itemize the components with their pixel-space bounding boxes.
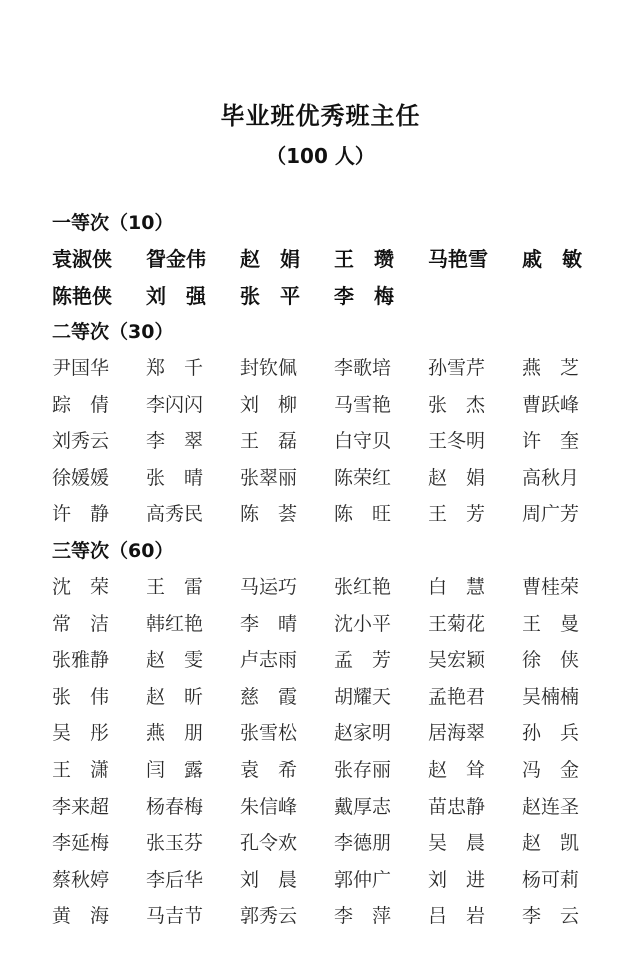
name-entry: 张雪松 bbox=[240, 722, 298, 745]
name-entry: 王冬明 bbox=[428, 430, 486, 453]
name-entry: 杨可莉 bbox=[522, 868, 580, 891]
name-entry: 马运巧 bbox=[240, 576, 298, 598]
name-entry: 李歌培 bbox=[334, 357, 392, 379]
name-entry: 马艳雪 bbox=[428, 247, 488, 271]
name-entry: 赵 昕 bbox=[146, 685, 204, 708]
name-entry: 王菊花 bbox=[428, 612, 486, 635]
name-entry: 许 静 bbox=[52, 503, 110, 526]
name-entry: 韩红艳 bbox=[146, 612, 204, 635]
name-entry: 孟 芳 bbox=[334, 649, 392, 672]
name-entry: 张玉芬 bbox=[146, 832, 204, 855]
name-entry: 闫 露 bbox=[146, 758, 204, 781]
name-entry: 李德朋 bbox=[334, 832, 392, 855]
name-grid bbox=[52, 569, 612, 935]
name-entry: 赵连圣 bbox=[522, 795, 580, 818]
name-entry: 徐 侠 bbox=[522, 649, 580, 672]
name-entry: 赵 娟 bbox=[428, 466, 486, 489]
name-entry: 赵 凯 bbox=[522, 832, 580, 855]
name-entry: 郭秀云 bbox=[240, 905, 298, 928]
name-entry: 常 洁 bbox=[52, 612, 110, 635]
name-entry: 刘 柳 bbox=[240, 393, 298, 416]
name-entry: 王 芳 bbox=[428, 503, 486, 526]
name-entry: 杨春梅 bbox=[146, 795, 204, 818]
name-entry: 孙雪芹 bbox=[428, 357, 486, 379]
section-heading: 二等次（30） bbox=[52, 321, 174, 343]
name-entry: 高秋月 bbox=[522, 466, 580, 489]
name-entry: 袁 希 bbox=[240, 758, 298, 781]
name-entry: 刘 晨 bbox=[240, 868, 298, 891]
name-entry: 居海翠 bbox=[428, 722, 486, 745]
name-entry: 周广芳 bbox=[522, 503, 580, 526]
name-entry: 陈艳侠 bbox=[52, 283, 112, 308]
name-grid bbox=[52, 241, 612, 314]
name-grid bbox=[52, 350, 612, 533]
name-entry: 李 晴 bbox=[240, 612, 298, 635]
name-entry: 刘秀云 bbox=[52, 430, 110, 453]
name-entry: 孙 兵 bbox=[522, 722, 580, 745]
name-entry: 刘 进 bbox=[428, 868, 486, 891]
name-entry: 陈 旺 bbox=[334, 503, 392, 526]
page-subtitle: （100 人） bbox=[266, 144, 375, 168]
name-entry: 慈 霞 bbox=[240, 685, 298, 708]
name-entry: 曹桂荣 bbox=[522, 576, 580, 598]
name-entry: 孟艳君 bbox=[428, 685, 486, 708]
name-entry: 沈小平 bbox=[334, 612, 392, 635]
name-entry: 王 曼 bbox=[522, 612, 580, 635]
name-entry: 李 梅 bbox=[334, 283, 394, 308]
name-entry: 陈 荟 bbox=[240, 503, 298, 526]
name-entry: 吴 彤 bbox=[52, 722, 110, 745]
name-entry: 袁淑侠 bbox=[52, 247, 112, 271]
name-entry: 卢志雨 bbox=[240, 649, 298, 672]
name-entry: 赵 耸 bbox=[428, 758, 486, 781]
name-entry: 李来超 bbox=[52, 795, 110, 818]
name-entry: 胡耀天 bbox=[334, 685, 392, 708]
name-entry: 戴厚志 bbox=[334, 795, 392, 818]
name-entry: 眢金伟 bbox=[146, 247, 206, 271]
name-entry: 朱信峰 bbox=[240, 795, 298, 818]
name-entry: 李闪闪 bbox=[146, 393, 204, 416]
section-heading: 三等次（60） bbox=[52, 540, 174, 562]
name-entry: 李延梅 bbox=[52, 832, 110, 855]
name-entry: 陈荣红 bbox=[334, 466, 392, 489]
name-entry: 苗忠静 bbox=[428, 795, 486, 818]
name-entry: 冯 金 bbox=[522, 758, 580, 781]
name-entry: 张翠丽 bbox=[240, 466, 298, 489]
name-entry: 徐媛媛 bbox=[52, 466, 110, 489]
name-entry: 尹国华 bbox=[52, 357, 110, 379]
section-first-class bbox=[52, 205, 612, 314]
name-entry: 封钦佩 bbox=[240, 357, 298, 379]
name-entry: 吴 晨 bbox=[428, 832, 486, 855]
name-entry: 王 瓒 bbox=[334, 247, 394, 271]
name-entry: 赵家明 bbox=[334, 722, 392, 745]
section-second-class bbox=[52, 314, 612, 533]
name-entry: 郭仲广 bbox=[334, 868, 392, 891]
name-entry: 李 萍 bbox=[334, 905, 392, 928]
name-entry: 张 杰 bbox=[428, 393, 486, 416]
name-entry: 白 慧 bbox=[428, 576, 486, 598]
page-title: 毕业班优秀班主任 bbox=[220, 102, 421, 130]
name-entry: 王 雷 bbox=[146, 576, 204, 598]
name-entry: 踪 倩 bbox=[52, 393, 110, 416]
name-entry: 燕 芝 bbox=[522, 357, 580, 379]
name-entry: 赵 娟 bbox=[240, 247, 300, 271]
name-entry: 戚 敏 bbox=[522, 247, 582, 271]
name-entry: 王 潇 bbox=[52, 758, 110, 781]
name-entry: 曹跃峰 bbox=[522, 393, 580, 416]
name-entry: 张 平 bbox=[240, 283, 300, 308]
name-entry: 张 伟 bbox=[52, 685, 110, 708]
name-entry: 张 晴 bbox=[146, 466, 204, 489]
section-heading: 一等次（10） bbox=[52, 212, 174, 234]
name-entry: 许 奎 bbox=[522, 430, 580, 453]
name-entry: 张存丽 bbox=[334, 758, 392, 781]
section-third-class bbox=[52, 533, 612, 935]
name-entry: 李 云 bbox=[522, 905, 580, 928]
name-entry: 蔡秋婷 bbox=[52, 868, 110, 891]
name-entry: 沈 荣 bbox=[52, 576, 110, 598]
name-entry: 刘 强 bbox=[146, 283, 206, 308]
name-entry: 吴楠楠 bbox=[522, 685, 580, 708]
name-entry: 李 翠 bbox=[146, 430, 204, 453]
name-entry: 吴宏颖 bbox=[428, 649, 486, 672]
name-entry: 张雅静 bbox=[52, 649, 110, 672]
name-entry: 孔令欢 bbox=[240, 832, 298, 855]
name-entry: 李后华 bbox=[146, 868, 204, 891]
name-entry: 郑 千 bbox=[146, 357, 204, 379]
name-entry: 张红艳 bbox=[334, 576, 392, 598]
name-entry: 马吉节 bbox=[146, 905, 204, 928]
name-entry: 赵 雯 bbox=[146, 649, 204, 672]
name-entry: 马雪艳 bbox=[334, 393, 392, 416]
name-entry: 吕 岩 bbox=[428, 905, 486, 928]
name-entry: 白守贝 bbox=[334, 430, 392, 453]
name-entry: 燕 朋 bbox=[146, 722, 204, 745]
name-entry: 黄 海 bbox=[52, 905, 110, 928]
name-entry: 王 磊 bbox=[240, 430, 298, 453]
name-entry: 高秀民 bbox=[146, 503, 204, 526]
